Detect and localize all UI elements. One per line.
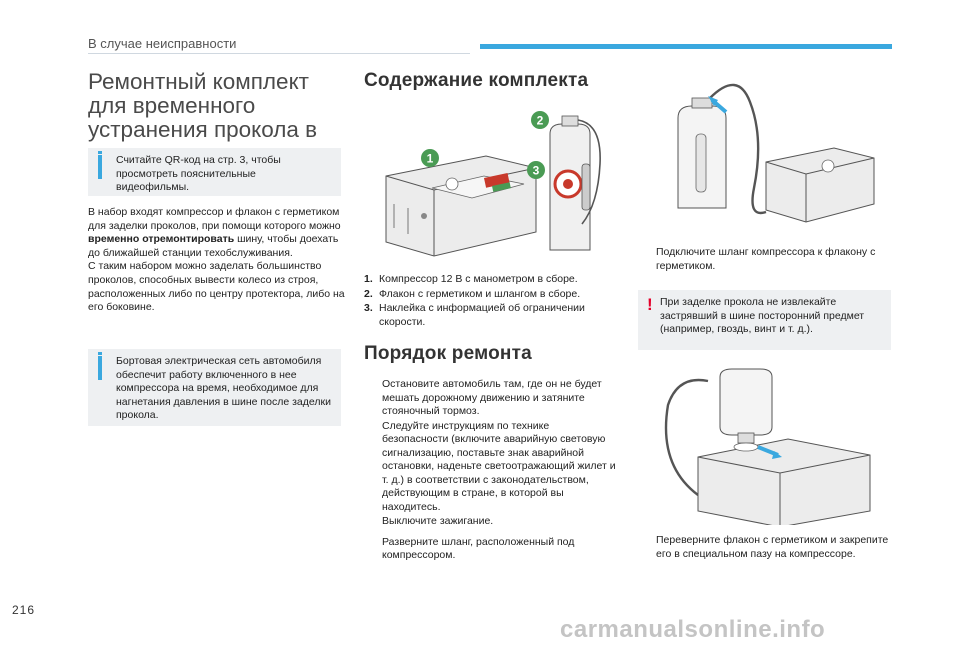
- list-item: 1. Компрессор 12 В с манометром в сборе.: [364, 273, 578, 285]
- header-rule-accent: [480, 44, 892, 49]
- list-item: 3. Наклейка с информацией об ограничении скорости.: [364, 302, 585, 328]
- warning-box: [638, 290, 891, 350]
- info-icon: [98, 155, 102, 179]
- compressor-drawing: [386, 156, 536, 256]
- list-item: 2. Флакон с герметиком и шлангом в сборе.: [364, 287, 581, 300]
- note-power-text: Бортовая электрическая сеть автомобиля обеспечит работу включенного в нее компрессора на время, необходимое для нагнетания давления в шине после заделки прокола.: [116, 355, 331, 421]
- bottle-drawing: [720, 369, 772, 451]
- bottle-drawing: [678, 98, 726, 208]
- list-item: Разверните шланг, расположенный под компрессором.: [364, 536, 618, 563]
- kit-illustration: [364, 104, 616, 264]
- callout-2: [531, 111, 549, 129]
- page-title: Ремонтный комплект для временного устранения прокола в: [88, 69, 318, 142]
- intro-text: [88, 206, 348, 315]
- contents-list: [364, 273, 614, 330]
- step-connect: Подключите шланг компрессора к флакону с герметиком.: [638, 246, 892, 273]
- note-power-box: [88, 349, 341, 426]
- step-marker-icon: [638, 246, 656, 273]
- page-number: 216: [12, 603, 36, 617]
- header-rule-left: [88, 53, 470, 54]
- list-item: Остановите автомобиль там, где он не будет мешать дорожному движению и затяните стояночный тормоз.: [364, 378, 618, 419]
- callout-label-2: 2: [536, 113, 544, 128]
- repair-steps: [364, 378, 618, 564]
- watermark: carmanualsonline.info: [560, 616, 826, 643]
- note-qr-text: Считайте QR-код на стр. 3, чтобы просмотреть пояснительные видеофильмы.: [116, 154, 281, 193]
- warning-text: При заделке прокола не извлекайте застрявший в шине посторонний предмет (например, гвоздь, винт и т. д.).: [660, 296, 865, 335]
- callout-3: [527, 161, 545, 179]
- callout-label-1: 1: [426, 151, 434, 166]
- repair-heading: Порядок ремонта: [364, 343, 532, 364]
- list-item: Следуйте инструкциям по технике безопасности (включите аварийную световую сигнализацию, поставьте знак аварийной остановки, наденьте светоотражающий жилет и т. д.) в соответствии с законодательством, действующим в стране, в которой вы находитесь.: [364, 420, 618, 515]
- step-marker-icon: [364, 515, 382, 529]
- section-header: В случае неисправности: [88, 36, 237, 51]
- list-item: Выключите зажигание.: [364, 515, 618, 529]
- warning-icon: !: [647, 295, 653, 314]
- callout-label-3: 3: [532, 163, 540, 178]
- intro-paragraph-2: С таким набором можно заделать большинство проколов, способных вывести колесо из строя, расположенных либо по центру протектора, либо на его боковине.: [88, 260, 345, 314]
- step-marker-icon: [364, 536, 382, 563]
- contents-heading: Содержание комплекта: [364, 70, 589, 91]
- connect-hose-illustration: [638, 78, 890, 238]
- compressor-drawing: [698, 439, 870, 525]
- step-marker-icon: [364, 378, 382, 419]
- info-icon: [98, 356, 102, 380]
- intro-bold: временно отремонтировать: [88, 233, 235, 246]
- flip-bottle-illustration: [638, 365, 890, 525]
- step-marker-icon: [364, 420, 382, 515]
- intro-paragraph-1: В набор входят компрессор и флакон с герметиком для заделки проколов, при помощи которого можно временно отремонтировать шину, чтобы доехать до ближайшей станции техобслуживания.: [88, 206, 341, 259]
- step-marker-icon: [638, 534, 656, 561]
- compressor-drawing: [766, 148, 874, 222]
- sealant-bottle-drawing: [550, 116, 600, 250]
- note-qr-box: [88, 148, 341, 196]
- callout-1: [421, 149, 439, 167]
- step-flip: Переверните флакон с герметиком и закрепите его в специальном пазу на компрессоре.: [638, 534, 892, 561]
